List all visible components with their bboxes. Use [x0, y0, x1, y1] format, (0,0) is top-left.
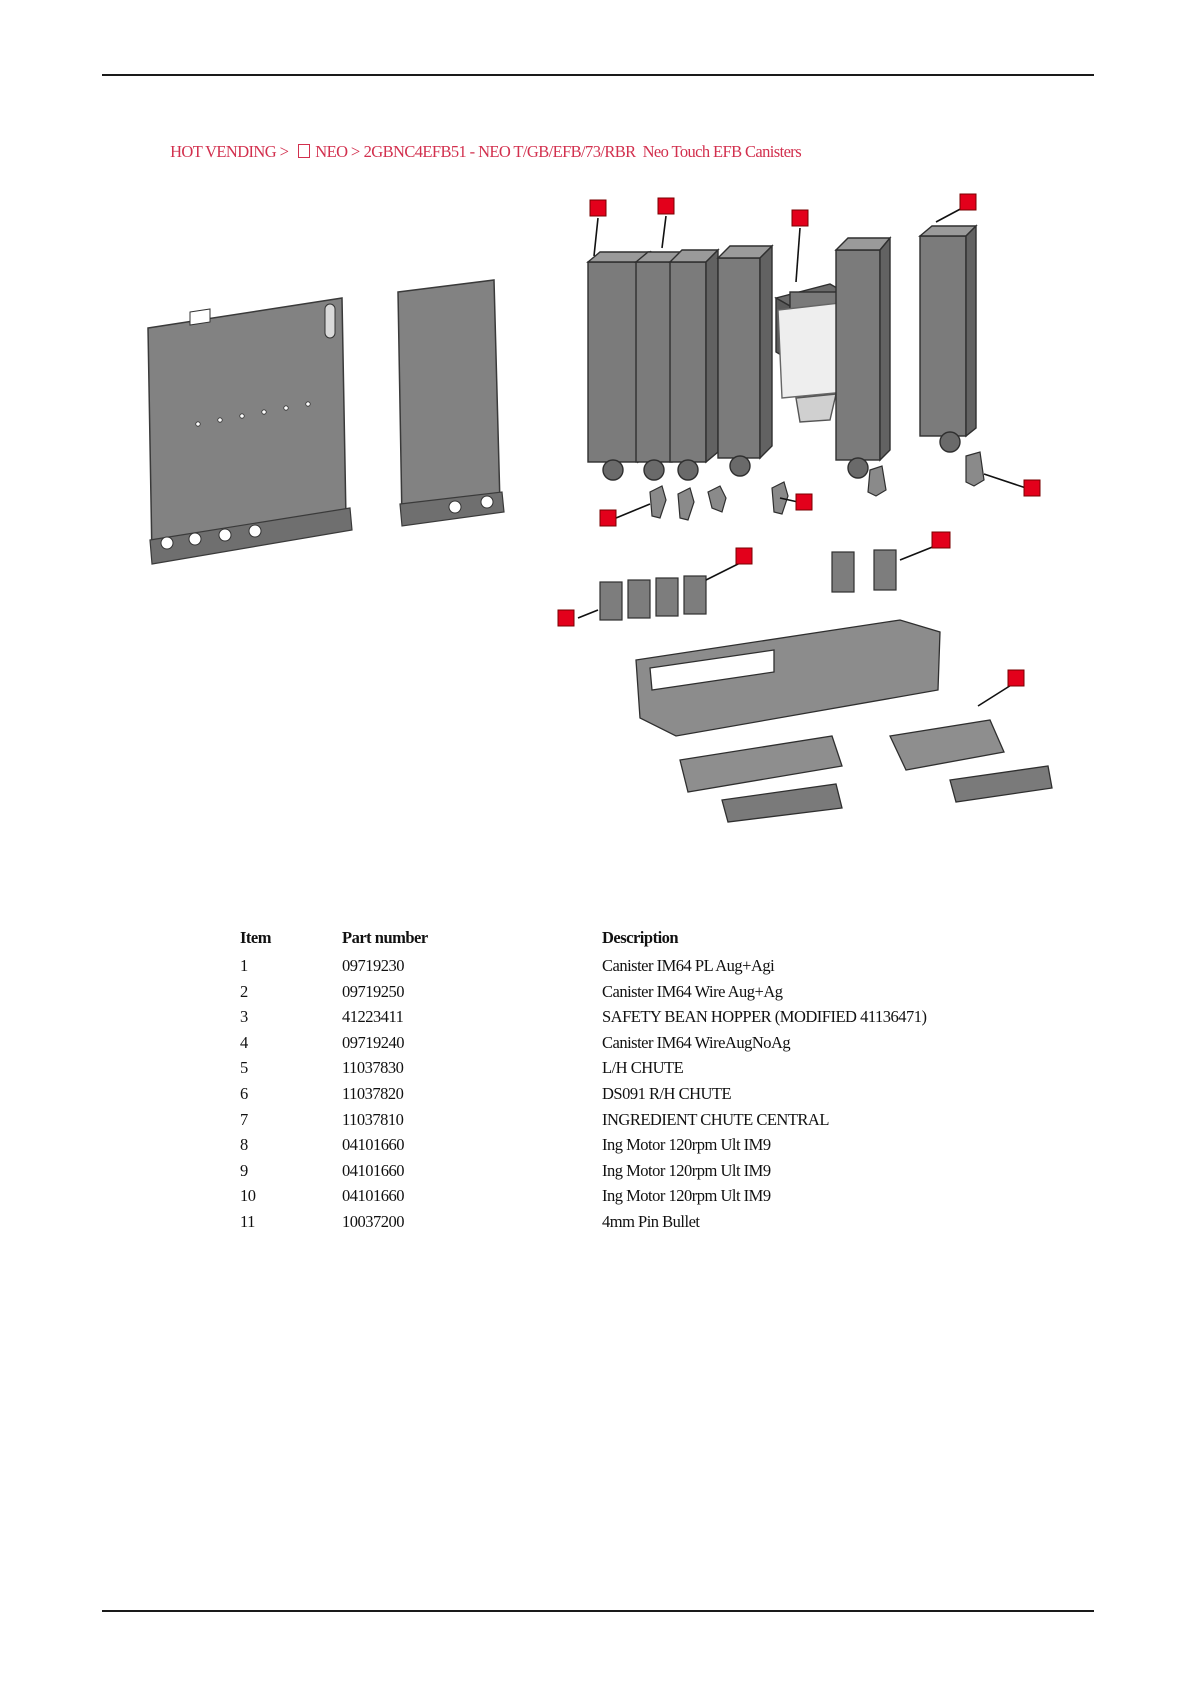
cell-part-number: 04101660	[342, 1160, 404, 1180]
cell-description: Canister IM64 WireAugNoAg	[602, 1032, 791, 1052]
cell-description: INGREDIENT CHUTE CENTRAL	[602, 1109, 829, 1129]
cell-part-number: 11037810	[342, 1109, 404, 1129]
breadcrumb-hot-vending[interactable]: HOT VENDING >	[170, 142, 289, 161]
table-header-row	[240, 928, 1002, 956]
cell-part-number: 10037200	[342, 1211, 404, 1231]
table-row	[240, 1186, 1002, 1212]
table-row	[240, 1110, 1002, 1136]
table-row	[240, 1084, 1002, 1110]
chassis-tray	[636, 620, 1052, 822]
table-row	[240, 1033, 1002, 1059]
cell-description: DS091 R/H CHUTE	[602, 1083, 732, 1103]
parts-table	[240, 928, 1002, 1238]
cell-item: 10	[240, 1186, 256, 1206]
cell-part-number: 04101660	[342, 1186, 404, 1206]
cell-description: Ing Motor 120rpm Ult IM9	[602, 1135, 771, 1155]
table-row	[240, 1161, 1002, 1187]
cell-item: 7	[240, 1109, 248, 1129]
header-part-number: Part number	[342, 928, 428, 947]
cell-item: 8	[240, 1135, 248, 1155]
cell-part-number: 41223411	[342, 1007, 404, 1027]
cell-part-number: 09719240	[342, 1032, 404, 1052]
table-row	[240, 1007, 1002, 1033]
cell-description: L/H CHUTE	[602, 1058, 684, 1078]
rear-panel-right	[398, 280, 504, 526]
cell-part-number: 09719250	[342, 981, 404, 1001]
cell-item: 1	[240, 956, 248, 975]
header-description: Description	[602, 928, 679, 947]
cell-item: 11	[240, 1211, 255, 1231]
cell-item: 5	[240, 1058, 248, 1078]
table-row	[240, 956, 1002, 982]
table-row	[240, 982, 1002, 1008]
cell-description: Canister IM64 PL Aug+Agi	[602, 956, 775, 975]
cell-item: 2	[240, 981, 248, 1001]
table-row	[240, 1058, 1002, 1084]
cell-description: 4mm Pin Bullet	[602, 1211, 700, 1231]
header-item: Item	[240, 928, 271, 947]
cell-item: 4	[240, 1032, 248, 1052]
cell-item: 9	[240, 1160, 248, 1180]
cell-description: Ing Motor 120rpm Ult IM9	[602, 1160, 771, 1180]
cell-part-number: 11037820	[342, 1083, 404, 1103]
cell-description: Ing Motor 120rpm Ult IM9	[602, 1186, 771, 1206]
cell-description: SAFETY BEAN HOPPER (MODIFIED 41136471)	[602, 1007, 927, 1027]
breadcrumb-current: 2GBNC4EFB51 - NEO T/GB/EFB/73/RBR Neo Touch EFB Canisters	[363, 142, 802, 161]
breadcrumb-neo[interactable]: NEO >	[315, 142, 360, 161]
canister-group	[588, 226, 976, 480]
rear-panel-left	[148, 298, 352, 564]
cell-item: 6	[240, 1083, 248, 1103]
cell-description: Canister IM64 Wire Aug+Ag	[602, 981, 783, 1001]
bottom-rule	[102, 1610, 1094, 1612]
cell-item: 3	[240, 1007, 248, 1027]
cell-part-number: 09719230	[342, 956, 404, 975]
cell-part-number: 04101660	[342, 1135, 404, 1155]
table-row	[240, 1135, 1002, 1161]
cell-part-number: 11037830	[342, 1058, 404, 1078]
table-row	[240, 1212, 1002, 1238]
